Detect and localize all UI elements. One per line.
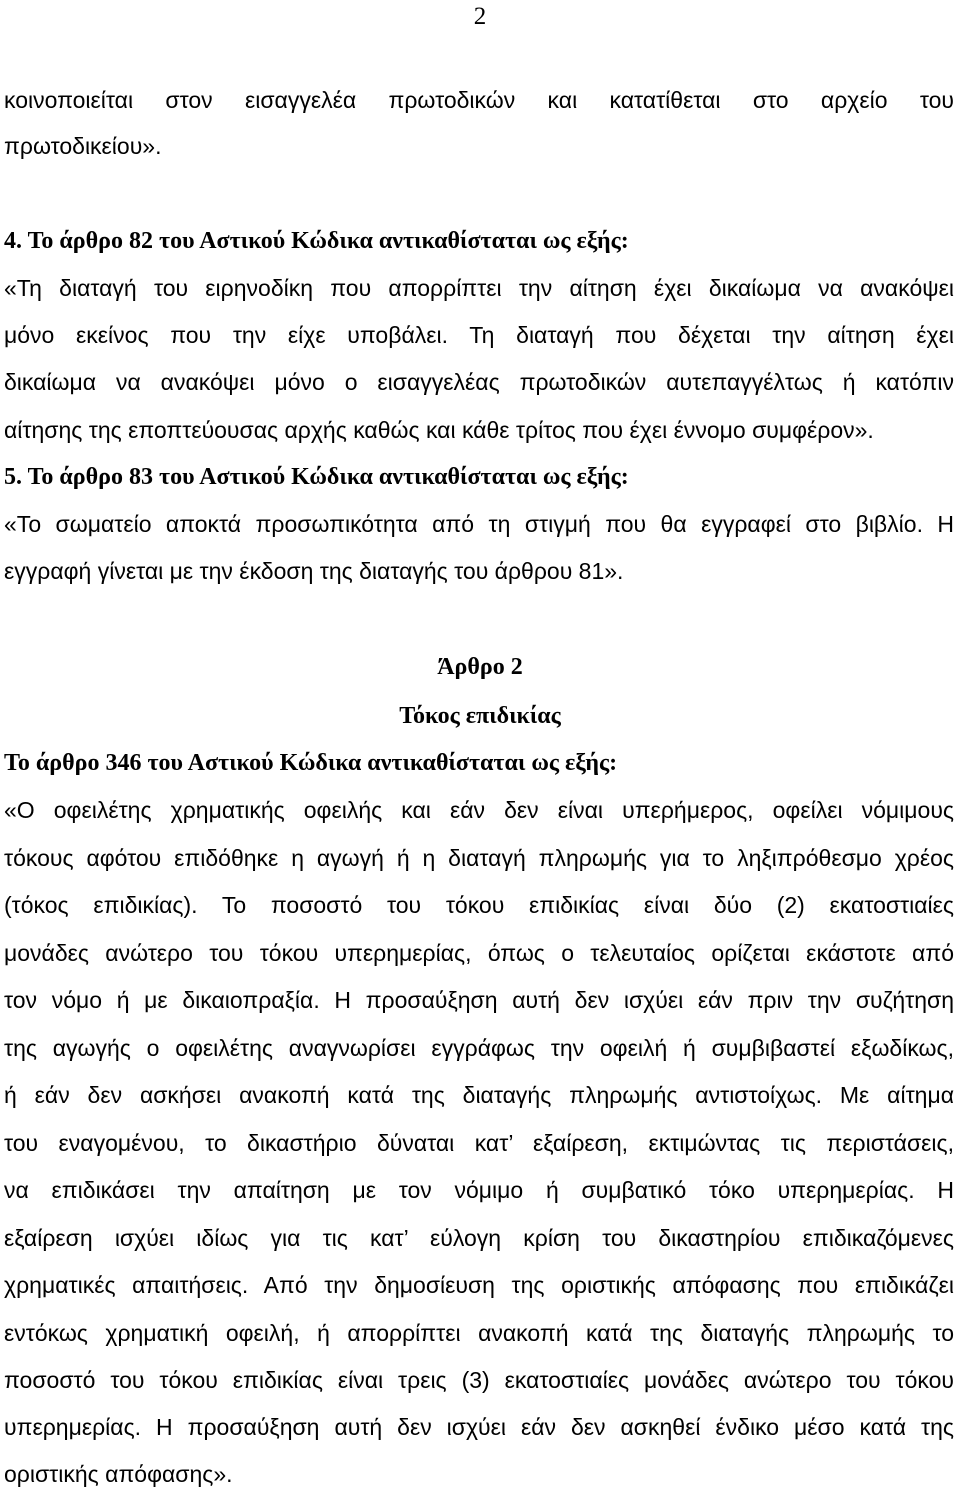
text-line: δικαίωμα να ανακόψει μόνο ο εισαγγελέας πρωτοδικών αυτεπαγγέλτως ή κατόπιν bbox=[4, 369, 954, 395]
text-line: μονάδες ανώτερο του τόκου υπερημερίας, όπως ο τελευταίος ορίζεται εκάστοτε από bbox=[4, 940, 954, 966]
article-subtitle: Τόκος επιδικίας bbox=[399, 703, 561, 729]
text-line: πρωτοδικείου». bbox=[4, 133, 162, 159]
text-line: ή εάν δεν ασκήσει ανακοπή κατά της διαταγής πληρωμής αντιστοίχως. Με αίτημα bbox=[4, 1082, 954, 1108]
text-line: «Το σωματείο αποκτά προσωπικότητα από τη στιγμή που θα εγγραφεί στο βιβλίο. Η bbox=[4, 511, 954, 537]
text-line: να επιδικάσει την απαίτηση με τον νόμιμο ή συμβατικό τόκο υπερημερίας. Η bbox=[4, 1177, 954, 1203]
text-line: εντόκως χρηματική οφειλή, ή απορρίπτει ανακοπή κατά της διαταγής πληρωμής το bbox=[4, 1320, 954, 1346]
text-line: «Τη διαταγή του ειρηνοδίκη που απορρίπτει την αίτηση έχει δικαίωμα να ανακόψει bbox=[4, 275, 954, 301]
article-intro-heading: Το άρθρο 346 του Αστικού Κώδικα αντικαθίσταται ως εξής: bbox=[4, 750, 618, 776]
text-line: εξαίρεση ισχύει ιδίως για τις κατ’ εύλογη κρίση του δικαστηρίου επιδικαζόμενες bbox=[4, 1225, 954, 1251]
text-line: (τόκος επιδικίας). Το ποσοστό του τόκου επιδικίας είναι δύο (2) εκατοστιαίες bbox=[4, 892, 954, 918]
section-heading-4: 4. Το άρθρο 82 του Αστικού Κώδικα αντικαθίσταται ως εξής: bbox=[4, 228, 629, 254]
text-line: υπερημερίας. Η προσαύξηση αυτή δεν ισχύει εάν δεν ασκηθεί ένδικο μέσο κατά της bbox=[4, 1414, 954, 1440]
text-line: τον νόμο ή με δικαιοπραξία. Η προσαύξηση αυτή δεν ισχύει εάν πριν την συζήτηση bbox=[4, 987, 954, 1013]
text-line: του εναγομένου, το δικαστήριο δύναται κατ’ εξαίρεση, εκτιμώντας τις περιστάσεις, bbox=[4, 1130, 954, 1156]
section-heading-5: 5. Το άρθρο 83 του Αστικού Κώδικα αντικαθίσταται ως εξής: bbox=[4, 464, 629, 490]
text-line: ποσοστό του τόκου επιδικίας είναι τρεις (3) εκατοστιαίες μονάδες ανώτερο του τόκου bbox=[4, 1367, 954, 1393]
text-line: κοινοποιείται στον εισαγγελέα πρωτοδικών και κατατίθεται στο αρχείο του bbox=[4, 87, 954, 113]
article-title: Άρθρο 2 bbox=[437, 654, 523, 680]
text-line: οριστικής απόφασης». bbox=[4, 1461, 233, 1487]
page-number: 2 bbox=[473, 3, 487, 30]
text-line: χρηματικές απαιτήσεις. Από την δημοσίευση της οριστικής απόφασης που επιδικάζει bbox=[4, 1272, 954, 1298]
text-line: «Ο οφειλέτης χρηματικής οφειλής και εάν δεν είναι υπερήμερος, οφείλει νόμιμους bbox=[4, 797, 954, 823]
text-line: της αγωγής ο οφειλέτης αναγνωρίσει εγγράφως την οφειλή ή συμβιβαστεί εξωδίκως, bbox=[4, 1035, 954, 1061]
text-line: τόκους αφότου επιδόθηκε η αγωγή ή η διαταγή πληρωμής για το ληξιπρόθεσμο χρέος bbox=[4, 845, 954, 871]
text-line: εγγραφή γίνεται με την έκδοση της διαταγής του άρθρου 81». bbox=[4, 558, 624, 584]
text-line: μόνο εκείνος που την είχε υποβάλει. Τη διαταγή που δέχεται την αίτηση έχει bbox=[4, 322, 954, 348]
text-line: αίτησης της εποπτεύουσας αρχής καθώς και κάθε τρίτος που έχει έννομο συμφέρον». bbox=[4, 417, 874, 443]
